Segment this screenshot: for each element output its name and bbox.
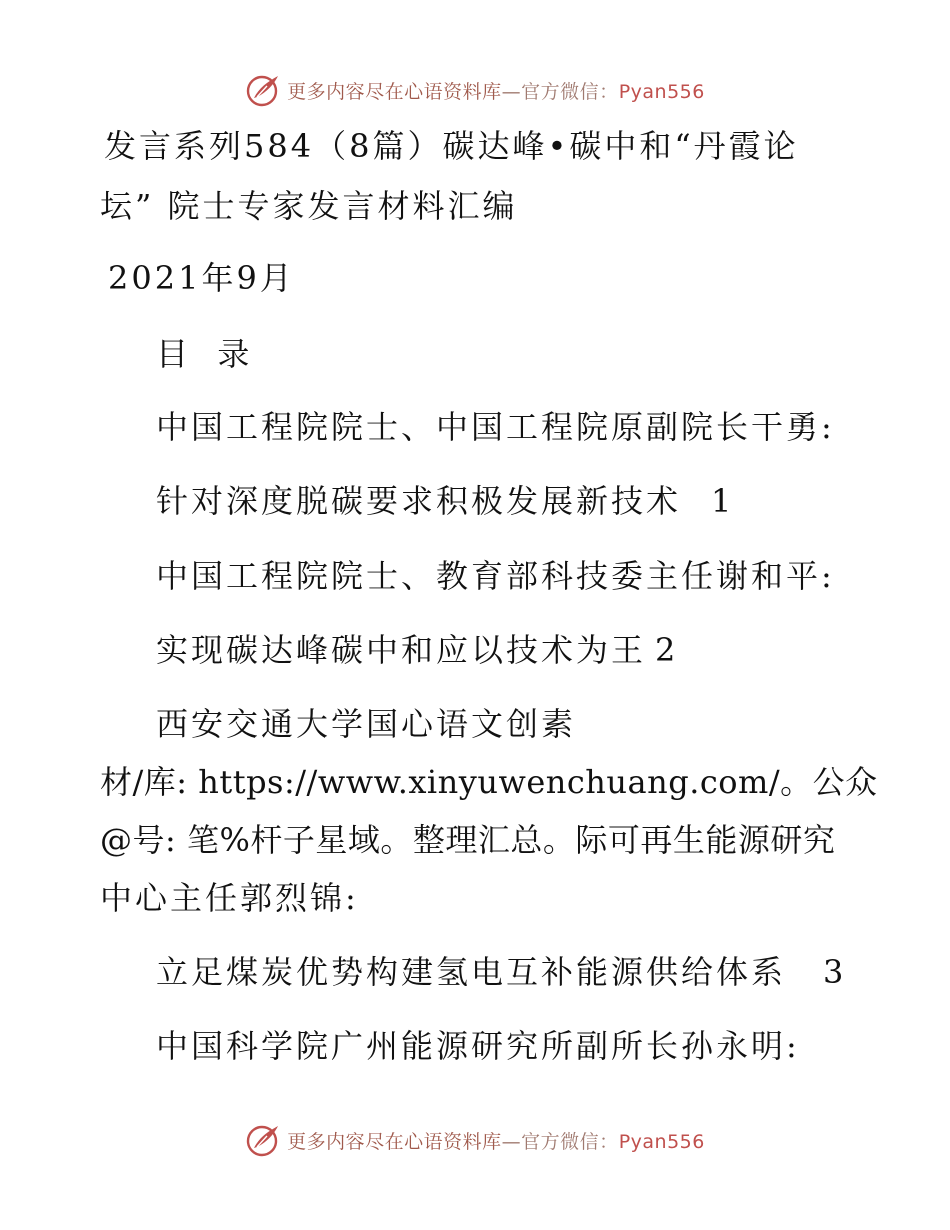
watermark-dash: —	[501, 1130, 522, 1153]
watermark-brand: 更多内容尽在心语资料库	[287, 1130, 502, 1153]
document-title-line-2: 坛” 院士专家发言材料汇编	[100, 187, 518, 225]
toc-speaker-1: 中国工程院院士、中国工程院原副院长干勇:	[156, 408, 835, 446]
toc-topic-1: 针对深度脱碳要求积极发展新技术	[156, 482, 682, 520]
watermark-brand: 更多内容尽在心语资料库	[287, 80, 502, 103]
toc-topic-3: 立足煤炭优势构建氢电互补能源供给体系	[156, 953, 787, 991]
watermark-contact: 官方微信：	[521, 1130, 619, 1153]
toc-heading: 目 录	[156, 335, 253, 373]
watermark-contact: 官方微信：	[521, 80, 619, 103]
paragraph-line-3: @号: 笔%杆子星域。整理汇总。际可再生能源研究	[100, 821, 836, 859]
toc-speaker-2: 中国工程院院士、教育部科技委主任谢和平:	[156, 557, 835, 595]
toc-page-2: 2	[655, 631, 679, 669]
watermark-id: Pyan556	[618, 80, 705, 103]
watermark-id: Pyan556	[618, 1130, 705, 1153]
document-date: 2021年9月	[108, 259, 295, 297]
toc-page-1: 1	[711, 482, 735, 520]
paragraph-line-2: 材/库: https://www.xinyuwenchuang.com/。公众	[100, 763, 878, 801]
toc-speaker-4: 中国科学院广州能源研究所副所长孙永明:	[156, 1027, 800, 1065]
toc-page-3: 3	[823, 953, 847, 991]
paragraph-line-4: 中心主任郭烈锦:	[100, 879, 359, 917]
quill-logo-icon	[245, 1122, 283, 1158]
header-watermark	[0, 70, 950, 110]
watermark-dash: —	[501, 80, 522, 103]
footer-watermark	[0, 1120, 950, 1160]
quill-logo-icon	[245, 72, 283, 108]
toc-topic-2: 实现碳达峰碳中和应以技术为王	[156, 631, 647, 669]
document-title-line-1: 发言系列584（8篇）碳达峰•碳中和“丹霞论	[104, 127, 799, 165]
paragraph-line-1: 西安交通大学国心语文创素	[156, 705, 577, 743]
